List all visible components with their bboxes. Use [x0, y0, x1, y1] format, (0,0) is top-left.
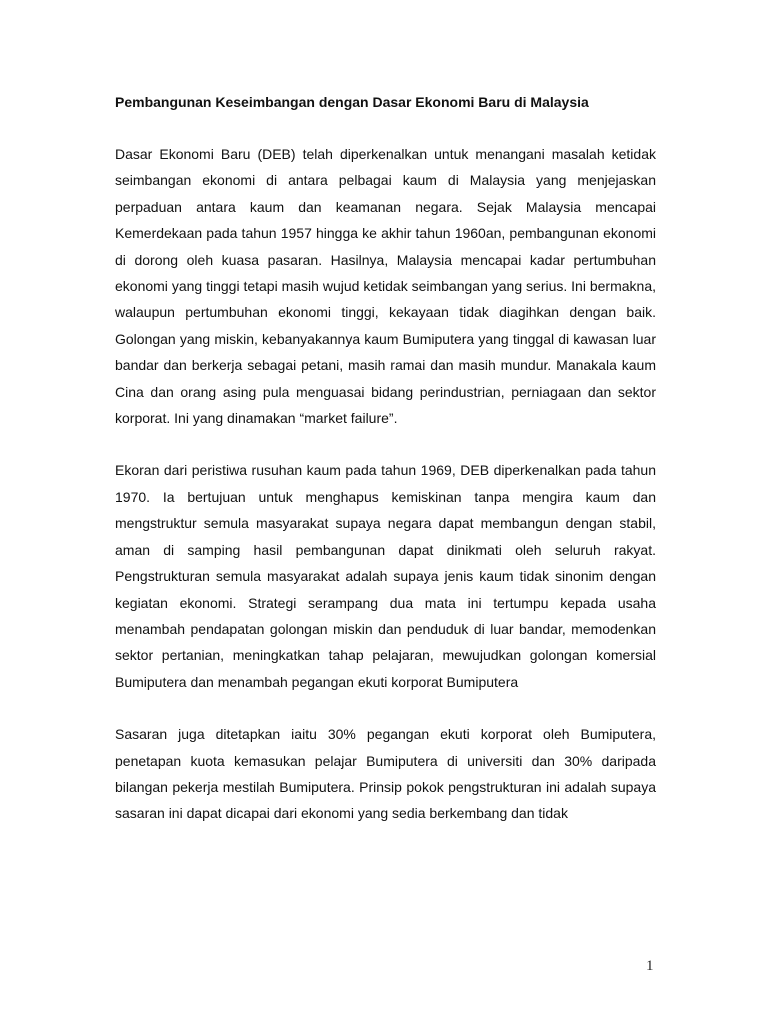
document-body: [115, 89, 656, 827]
page-number: 1: [646, 958, 654, 974]
paragraph-1: Dasar Ekonomi Baru (DEB) telah diperkenalkan untuk menangani masalah ketidak seimbangan ekonomi di antara pelbagai kaum di Malaysia yang menjejaskan perpaduan antara kaum dan keamanan negara. Sejak Malaysia mencapai Kemerdekaan pada tahun 1957 hingga ke akhir tahun 1960an, pembangunan ekonomi di dorong oleh kuasa pasaran. Hasilnya, Malaysia mencapai kadar pertumbuhan ekonomi yang tinggi tetapi masih wujud ketidak seimbangan yang serius. Ini bermakna, walaupun pertumbuhan ekonomi tinggi, kekayaan tidak diagihkan dengan baik. Golongan yang miskin, kebanyakannya kaum Bumiputera yang tinggal di kawasan luar bandar dan berkerja sebagai petani, masih ramai dan masih mundur. Manakala kaum Cina dan orang asing pula menguasai bidang perindustrian, perniagaan dan sektor korporat. Ini yang dinamakan “market failure”.: [115, 146, 656, 427]
paragraph-2: Ekoran dari peristiwa rusuhan kaum pada tahun 1969, DEB diperkenalkan pada tahun 1970. Ia bertujuan untuk menghapus kemiskinan tanpa mengira kaum dan mengstruktur semula masyarakat supaya negara dapat membangun dengan stabil, aman di samping hasil pembangunan dapat dinikmati oleh seluruh rakyat. Pengstrukturan semula masyarakat adalah supaya jenis kaum tidak sinonim dengan kegiatan ekonomi. Strategi serampang dua mata ini tertumpu kepada usaha menambah pendapatan golongan miskin dan penduduk di luar bandar, memodenkan sektor pertanian, meningkatkan tahap pelajaran, mewujudkan golongan komersial Bumiputera dan menambah pegangan ekuti korporat Bumiputera: [115, 462, 656, 690]
document-title: Pembangunan Keseimbangan dengan Dasar Ekonomi Baru di Malaysia: [115, 94, 589, 110]
paragraph-3: Sasaran juga ditetapkan iaitu 30% pegangan ekuti korporat oleh Bumiputera, penetapan kuota kemasukan pelajar Bumiputera di universiti dan 30% daripada bilangan pekerja mestilah Bumiputera. Prinsip pokok pengstrukturan ini adalah supaya sasaran ini dapat dicapai dari ekonomi yang sedia berkembang dan tidak: [115, 726, 656, 822]
